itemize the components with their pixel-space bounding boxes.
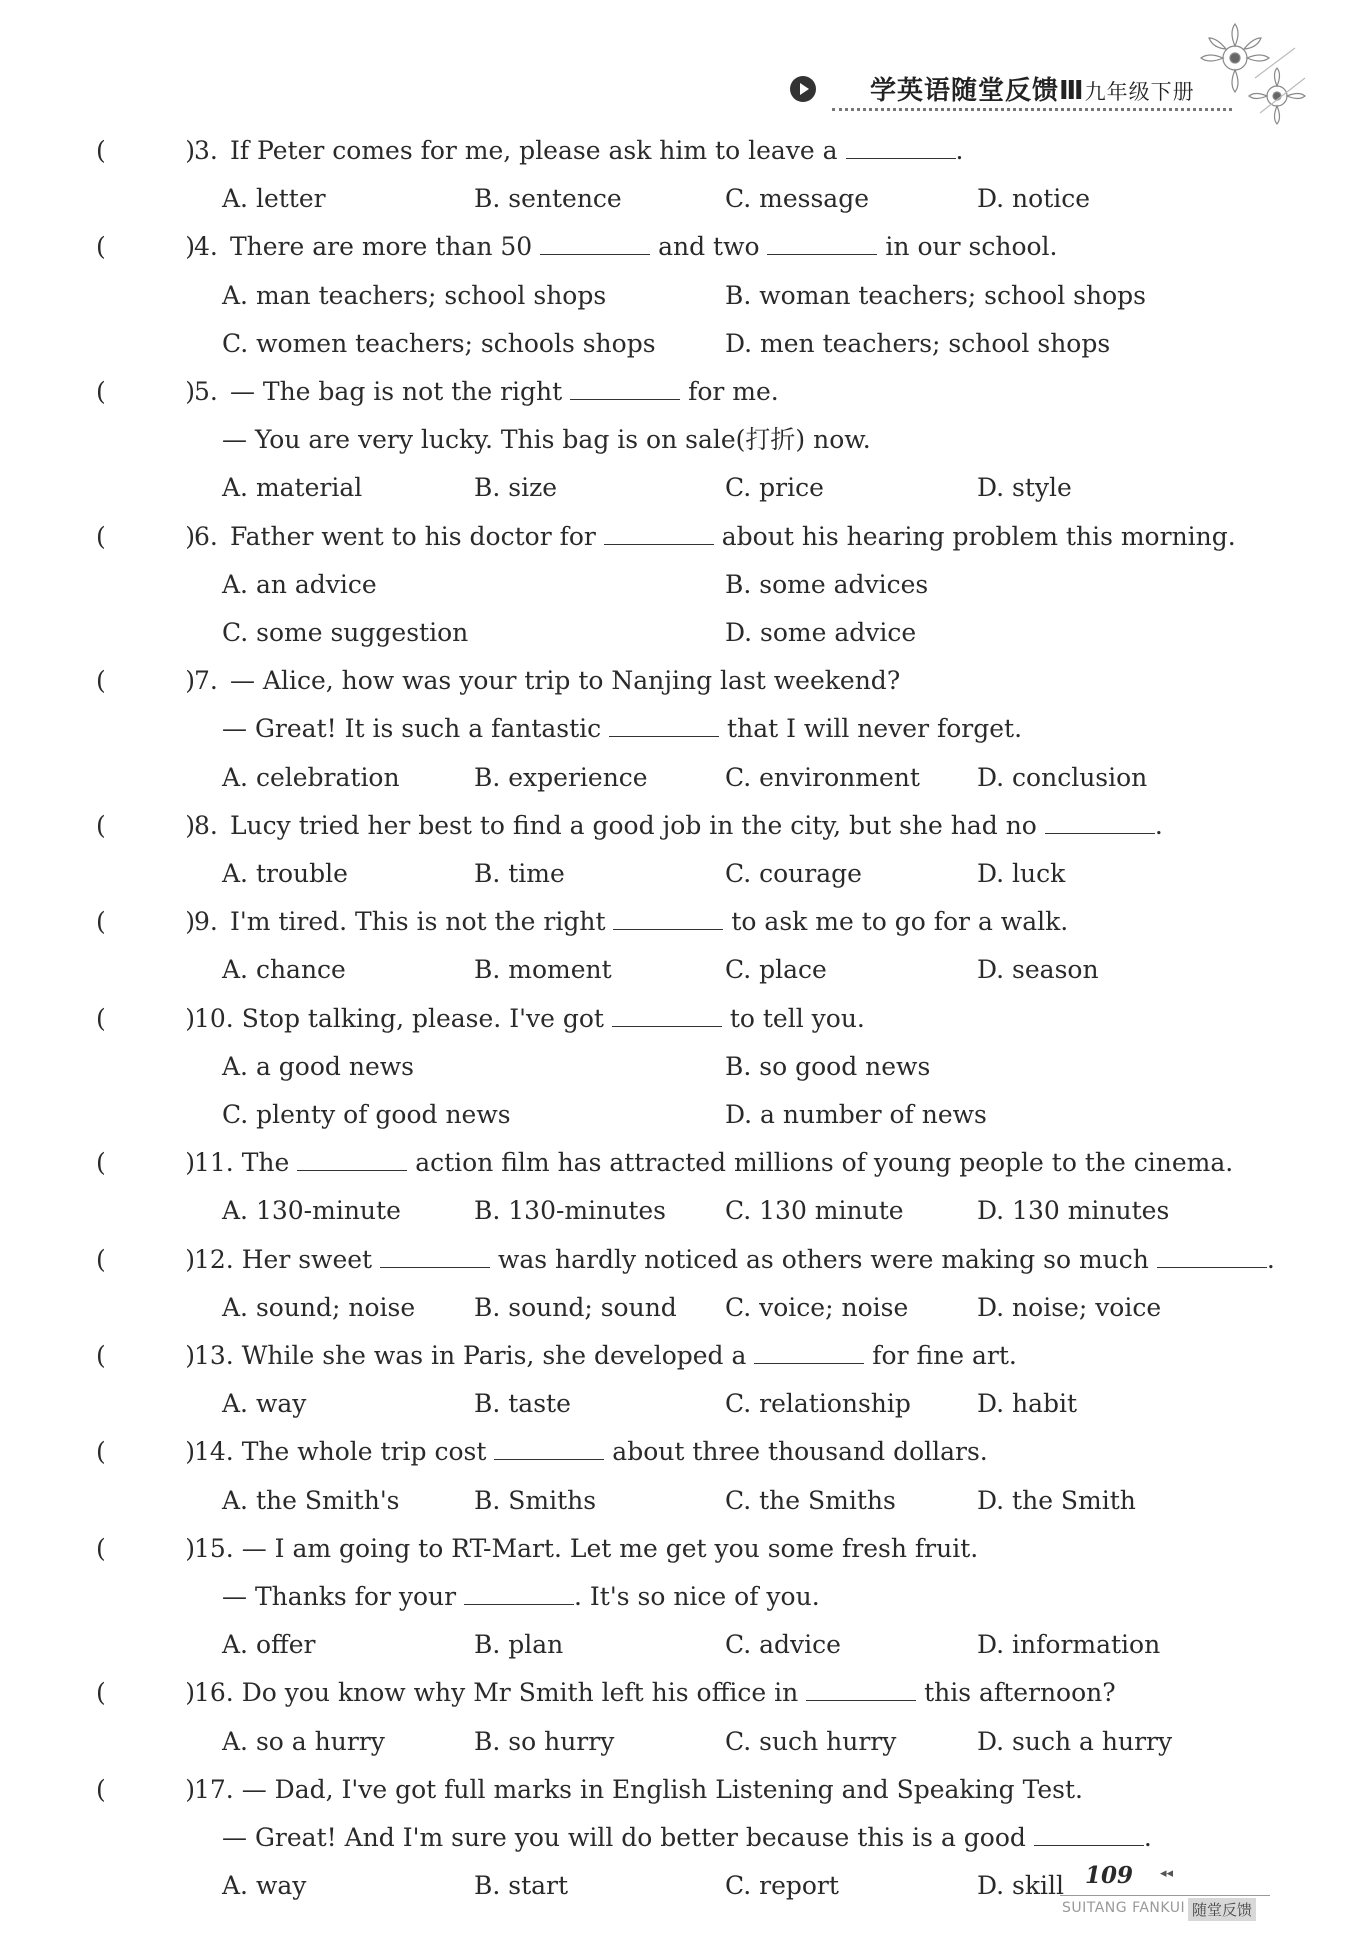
option-d[interactable]: D. habit [977,1389,1078,1419]
answer-parentheses[interactable]: ( ) [96,666,195,696]
option-c[interactable]: C. report [725,1871,839,1901]
option-a[interactable]: A. so a hurry [222,1726,385,1756]
question-number: 8. [194,810,218,840]
question-text: — Great! And I'm sure you will do better because this is a good [222,1823,1034,1852]
answer-blank [380,1247,490,1268]
question-line [96,811,1163,841]
question-text: . [955,136,964,165]
footer-tag: 随堂反馈 [1188,1898,1256,1921]
option-c[interactable]: C. place [725,955,827,985]
book-title-main: 学英语随堂反馈Ⅲ [870,76,1085,106]
option-b[interactable]: B. so good news [725,1051,931,1081]
option-c[interactable]: C. relationship [725,1389,911,1419]
question-number: 6. [194,521,218,551]
question-text: this afternoon? [916,1678,1116,1708]
answer-parentheses[interactable]: ( ) [96,1533,195,1563]
option-c[interactable]: C. price [725,473,824,503]
option-a[interactable]: A. trouble [222,859,348,888]
option-c[interactable]: C. voice; noise [725,1292,909,1322]
question-text: Lucy tried her best to find a good job in the city, but she had no [229,810,1045,840]
question-text: I'm tired. This is not the right [229,907,614,937]
option-a[interactable]: A. man teachers; school shops [222,280,607,310]
option-c[interactable]: C. environment [725,762,920,792]
answer-parentheses[interactable]: ( ) [96,1774,195,1804]
option-a[interactable]: A. letter [222,184,326,214]
answer-blank [1157,1247,1267,1268]
answer-parentheses[interactable]: ( ) [96,1003,195,1033]
question-line [96,1534,978,1564]
question-text: Father went to his doctor for [229,521,604,551]
question-text: Her sweet [241,1244,381,1274]
question-line [222,1823,1152,1853]
question-line [96,232,1058,262]
answer-blank [297,1150,407,1171]
option-d[interactable]: D. some advice [725,618,917,647]
question-line [96,1437,988,1467]
question-text: that I will never forget. [719,714,1023,744]
question-text: was hardly noticed as others were making so much [490,1244,1157,1274]
question-text: While she was in Paris, she developed a [241,1341,755,1370]
question-text: in our school. [877,232,1058,262]
question-number: 5. [194,377,218,406]
answer-parentheses[interactable]: ( ) [96,232,195,262]
option-d[interactable]: D. 130 minutes [977,1196,1170,1226]
option-d[interactable]: D. the Smith [977,1485,1136,1515]
option-a[interactable]: A. sound; noise [222,1292,416,1322]
option-d[interactable]: D. a number of news [725,1100,987,1129]
question-line [96,1678,1116,1708]
answer-parentheses[interactable]: ( ) [96,1437,195,1467]
question-text: — Great! It is such a fantastic [222,714,610,744]
answer-parentheses[interactable]: ( ) [96,377,195,406]
question-text: Stop talking, please. I've got [241,1003,612,1033]
option-b[interactable]: B. experience [474,762,648,792]
question-text: If Peter comes for me, please ask him to leave a [229,136,846,165]
question-line [222,714,1022,744]
question-text: about three thousand dollars. [604,1437,988,1467]
option-c[interactable]: C. such hurry [725,1726,897,1756]
question-number: 15. [194,1533,234,1563]
question-text: — Dad, I've got full marks in English Listening and Speaking Test. [241,1774,1083,1804]
book-grade: 九年级下册 [1084,80,1195,104]
option-a[interactable]: A. chance [222,955,346,985]
option-c[interactable]: C. plenty of good news [222,1100,511,1129]
question-text: There are more than 50 [229,232,541,262]
option-d[interactable]: D. season [977,955,1099,985]
question-text: about his hearing problem this morning. [713,521,1236,551]
option-d[interactable]: D. such a hurry [977,1726,1173,1756]
question-text: — I am going to RT-Mart. Let me get you some fresh fruit. [241,1533,979,1563]
question-number: 3. [194,136,218,165]
option-c[interactable]: C. the Smiths [725,1485,896,1515]
answer-blank [754,1343,864,1364]
answer-blank [1034,1825,1144,1846]
question-line [96,1245,1275,1275]
option-a[interactable]: A. celebration [222,762,400,792]
option-a[interactable]: A. 130-minute [222,1196,401,1226]
question-line [96,907,1068,937]
question-number: 17. [194,1774,234,1804]
footer-arrows-icon: ◂◂ [1160,1866,1174,1881]
option-b[interactable]: B. moment [474,955,612,985]
option-a[interactable]: A. material [222,473,363,503]
option-b[interactable]: B. so hurry [474,1726,615,1756]
answer-blank [767,234,877,255]
answer-blank [464,1584,574,1605]
question-line [96,522,1236,552]
question-text: . It's so nice of you. [574,1582,820,1611]
question-number: 13. [194,1341,234,1370]
option-a[interactable]: A. a good news [222,1051,414,1081]
answer-blank [494,1439,604,1460]
option-d[interactable]: D. conclusion [977,762,1148,792]
answer-parentheses[interactable]: ( ) [96,521,195,551]
question-text: for fine art. [864,1341,1017,1370]
question-text: . [1266,1244,1275,1274]
option-b[interactable]: B. some advices [725,569,929,599]
question-number: 9. [194,907,218,937]
option-d[interactable]: D. men teachers; school shops [725,328,1111,358]
header-dotted-rule [832,108,1232,111]
question-number: 14. [194,1437,234,1467]
question-line [96,1775,1083,1805]
answer-parentheses[interactable]: ( ) [96,136,195,165]
option-a[interactable]: A. offer [222,1630,316,1660]
answer-blank [612,1006,722,1027]
question-text: . [1143,1823,1152,1852]
option-b[interactable]: B. 130-minutes [474,1196,667,1226]
question-text: Do you know why Mr Smith left his office in [241,1678,807,1708]
option-c[interactable]: C. advice [725,1630,841,1660]
option-a[interactable]: A. an advice [222,569,377,599]
question-text: to ask me to go for a walk. [723,907,1069,937]
question-text: — Thanks for your [222,1582,465,1611]
answer-parentheses[interactable]: ( ) [96,810,195,840]
answer-blank [604,524,714,545]
option-d[interactable]: D. skill [977,1871,1065,1901]
book-title [870,70,1195,107]
option-b[interactable]: B. size [474,473,558,503]
question-text: — The bag is not the right [229,377,571,406]
page-number: 109 [1085,1862,1134,1889]
question-line [96,377,779,407]
option-d[interactable]: D. notice [977,184,1091,214]
question-line [96,1004,865,1034]
option-d[interactable]: D. style [977,473,1072,503]
option-d[interactable]: D. information [977,1630,1161,1660]
answer-blank [613,909,723,930]
question-text: to tell you. [721,1003,865,1033]
answer-parentheses[interactable]: ( ) [96,1148,195,1178]
answer-blank [1045,813,1155,834]
question-number: 10. [194,1003,234,1033]
option-c[interactable]: C. message [725,184,869,214]
option-b[interactable]: B. taste [474,1389,571,1419]
option-b[interactable]: B. Smiths [474,1485,597,1515]
question-text: for me. [680,377,779,406]
answer-parentheses[interactable]: ( ) [96,1341,195,1370]
question-number: 4. [194,232,218,262]
footer-rule [1060,1895,1270,1896]
page-header [790,58,1250,118]
option-a[interactable]: A. way [222,1871,307,1901]
question-text: action film has attracted millions of young people to the cinema. [407,1148,1234,1178]
question-number: 11. [194,1148,234,1178]
question-text: and two [650,232,768,262]
option-a[interactable]: A. way [222,1389,307,1419]
option-a[interactable]: A. the Smith's [222,1485,400,1515]
option-b[interactable]: B. start [474,1871,569,1901]
option-b[interactable]: B. plan [474,1630,564,1660]
answer-blank [846,138,956,159]
option-c[interactable]: C. women teachers; schools shops [222,328,656,358]
answer-blank [570,379,680,400]
question-text: — Alice, how was your trip to Nanjing last weekend? [229,666,901,696]
question-line [222,425,871,455]
question-line [222,1582,820,1612]
option-d[interactable]: D. luck [977,859,1066,888]
answer-blank [609,716,719,737]
answer-parentheses[interactable]: ( ) [96,1244,195,1274]
option-c[interactable]: C. courage [725,859,862,888]
question-line [96,1341,1017,1371]
play-icon [790,76,816,102]
answer-parentheses[interactable]: ( ) [96,1678,195,1708]
option-b[interactable]: B. time [474,859,565,888]
question-number: 16. [194,1678,234,1708]
question-number: 12. [194,1244,234,1274]
question-line [96,666,900,696]
option-b[interactable]: B. sound; sound [474,1292,677,1322]
answer-parentheses[interactable]: ( ) [96,907,195,937]
answer-blank [540,234,650,255]
question-text: The [241,1148,298,1178]
answer-blank [806,1680,916,1701]
question-text: . [1154,810,1163,840]
question-number: 7. [194,666,218,696]
option-d[interactable]: D. noise; voice [977,1292,1162,1322]
option-b[interactable]: B. woman teachers; school shops [725,280,1146,310]
flower-decoration-icon [1195,18,1315,128]
question-line [96,1148,1233,1178]
option-b[interactable]: B. sentence [474,184,622,214]
option-c[interactable]: C. 130 minute [725,1196,904,1226]
question-text: — You are very lucky. This bag is on sale(打折) now. [222,425,871,455]
question-text: The whole trip cost [241,1437,495,1467]
question-line [96,136,963,166]
option-c[interactable]: C. some suggestion [222,618,469,647]
footer-brand: SUITANG FANKUI [1062,1900,1186,1916]
